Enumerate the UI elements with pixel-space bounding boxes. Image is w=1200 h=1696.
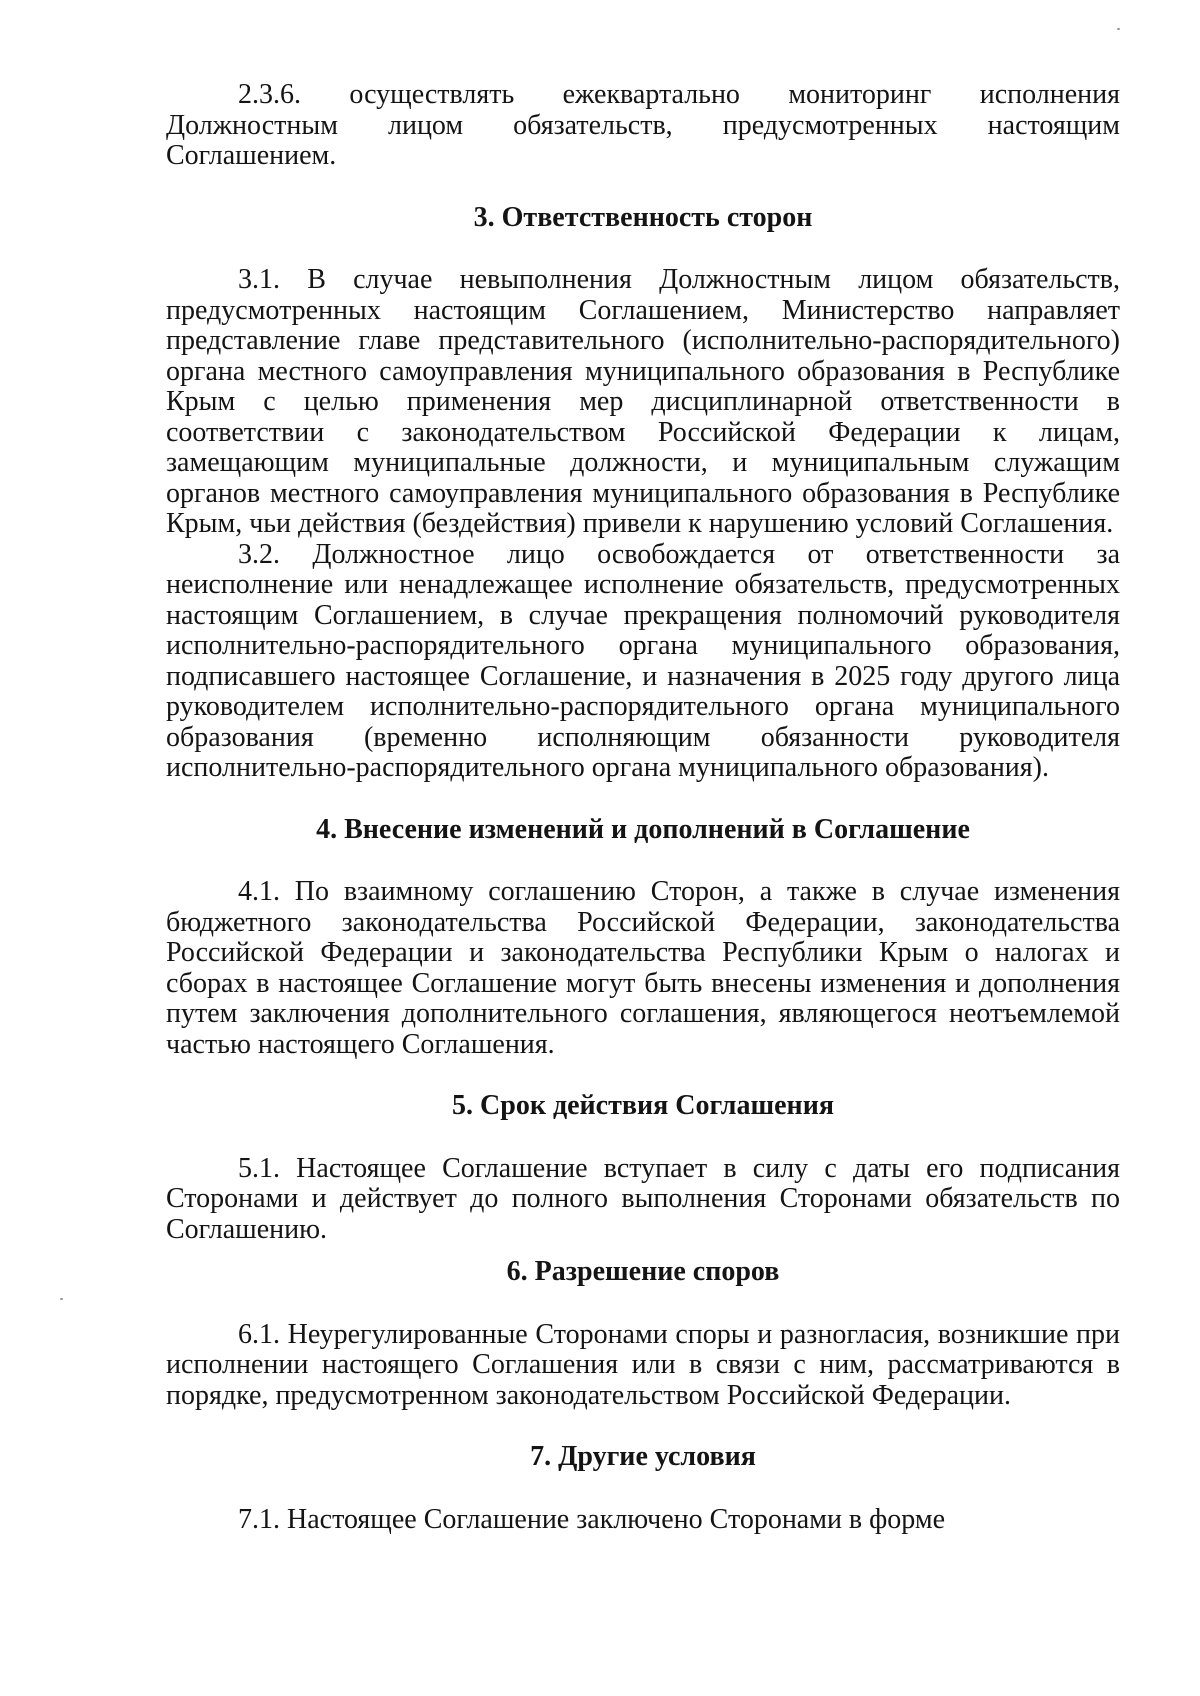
- paragraph-3-2: 3.2. Должностное лицо освобождается от ответственности за неисполнение или ненадлежащее исполнение обязательств, предусмотренных настоящим Соглашением, в случае прекращения полномочий руководителя исполнительно-распорядительного органа муниципального образования, подписавшего настоящее Соглашение, и назначения в 2025 году другого лица руководителем исполнительно-распорядительного органа муниципального образования (временно исполняющим обязанности руководителя исполнительно-распорядительного органа муниципального образования).: [166, 538, 1120, 783]
- section-6-heading: 6. Разрешение споров: [506, 1256, 780, 1287]
- section-7-heading: 7. Другие условия: [530, 1441, 756, 1472]
- paragraph-6-1: 6.1. Неурегулированные Сторонами споры и разногласия, возникшие при исполнении настоящего Соглашения или в связи с ним, рассматриваются в порядке, предусмотренном законодательством Российской Федерации.: [166, 1318, 1120, 1411]
- paragraph-7-1: 7.1. Настоящее Соглашение заключено Сторонами в форме: [238, 1503, 946, 1535]
- scan-speck: [60, 1298, 63, 1300]
- section-3-heading: 3. Ответственность сторон: [473, 201, 813, 233]
- paragraph-2-3-6: 2.3.6. осуществлять ежеквартально мониторинг исполнения Должностным лицом обязательств, предусмотренных настоящим Соглашением.: [166, 79, 1120, 171]
- paragraph-3-1: 3.1. В случае невыполнения Должностным лицом обязательств, предусмотренных настоящим Соглашением, Министерство направляет представление главе представительного (исполнительно-распорядительного) органа местного самоуправления муниципального образования в Республике Крым с целью применения мер дисциплинарной ответственности в соответствии с законодательством Российской Федерации к лицам, замещающим муниципальные должности, и муниципальным служащим органов местного самоуправления муниципального образования в Республике Крым, чьи действия (бездействия) привели к нарушению условий Соглашения.: [166, 264, 1120, 539]
- paragraph-4-1: 4.1. По взаимному соглашению Сторон, а также в случае изменения бюджетного законодательства Российской Федерации, законодательства Российской Федерации и законодательства Республики Крым о налогах и сборах в настоящее Соглашение могут быть внесены изменения и дополнения путем заключения дополнительного соглашения, являющегося неотъемлемой частью настоящего Соглашения.: [166, 876, 1120, 1060]
- scan-speck: [1117, 28, 1120, 30]
- document-body: [166, 80, 1120, 1535]
- paragraph-5-1: 5.1. Настоящее Соглашение вступает в силу с даты его подписания Сторонами и действует до полного выполнения Сторонами обязательств по Соглашению.: [166, 1152, 1120, 1245]
- section-5-heading: 5. Срок действия Соглашения: [452, 1090, 834, 1121]
- section-4-heading: 4. Внесение изменений и дополнений в Соглашение: [316, 813, 970, 845]
